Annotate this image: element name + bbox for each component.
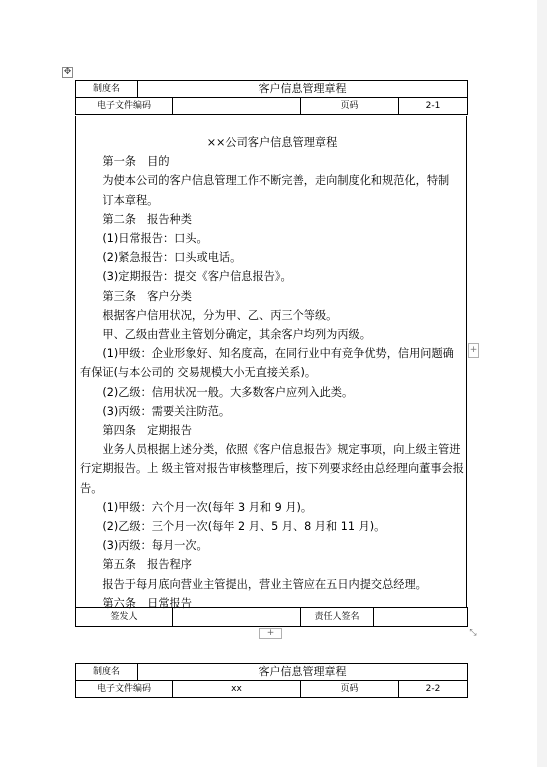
paragraph: 订本章程。 <box>102 193 159 207</box>
list-item: (1)甲级：企业形象好、知名度高，在同行业中有竞争优势，信用问题确有保证(与本公司的 交易规模大小无直接关系)。 <box>80 347 454 380</box>
paragraph: 甲、乙级由营业主管划分确定，其余客户均列为丙级。 <box>102 328 371 342</box>
regulation-body-cell[interactable] <box>75 116 467 610</box>
file-code-value[interactable] <box>173 98 301 115</box>
regulation-text <box>80 133 464 613</box>
system-name-value[interactable]: 客户信息管理章程 <box>138 81 468 98</box>
header-row-2 <box>76 98 468 115</box>
list-item: (2)乙级：三个月一次(每年 2 月、5 月、8 月和 11 月)。 <box>102 520 386 534</box>
table-resize-handle-icon[interactable]: ⤡ <box>469 628 477 638</box>
add-column-icon[interactable]: + <box>468 343 479 358</box>
page1-footer-table <box>75 607 468 627</box>
list-item: (1)日常报告：口头。 <box>102 232 208 246</box>
page1-header-table <box>75 80 468 115</box>
article-heading: 第四条 定期报告 <box>102 424 192 438</box>
article-heading: 第六条 日常报告 <box>102 596 192 610</box>
paragraph: 根据客户信用状况，分为甲、乙、丙三个等级。 <box>102 308 338 322</box>
paragraph: 为使本公司的客户信息管理工作不断完善，走向制度化和规范化，特制 <box>102 174 450 188</box>
system-name-label: 制度名 <box>76 664 138 681</box>
list-item: (3)丙级：需要关注防范。 <box>102 404 231 418</box>
document-heading: ××公司客户信息管理章程 <box>206 136 338 149</box>
add-row-icon[interactable]: + <box>259 628 282 639</box>
page-edge <box>537 0 547 767</box>
file-code-label: 电子文件编码 <box>76 681 173 698</box>
list-item: (3)定期报告：提交《客户信息报告》。 <box>102 270 292 284</box>
article-heading: 第五条 报告程序 <box>102 558 192 572</box>
list-item: (3)丙级：每月一次。 <box>102 539 208 553</box>
issuer-value[interactable] <box>173 608 301 627</box>
page2-header-table <box>75 663 468 698</box>
file-code-value[interactable]: xx <box>173 681 301 698</box>
issuer-label: 签发人 <box>76 608 173 627</box>
paragraph: 报告于每月底向营业主管提出，营业主管应在五日内提交总经理。 <box>102 577 427 591</box>
article-heading: 第一条 目的 <box>102 155 170 169</box>
responsible-signature-value[interactable] <box>374 608 468 627</box>
article-heading: 第三条 客户分类 <box>102 289 192 303</box>
table-move-handle-icon[interactable]: ✥ <box>63 67 72 77</box>
page-number-value[interactable]: 2-1 <box>399 98 468 115</box>
page-number-value[interactable]: 2-2 <box>399 681 468 698</box>
page-number-label: 页码 <box>301 98 399 115</box>
list-item: (2)乙级：信用状况一般。大多数客户应列入此类。 <box>102 385 354 399</box>
system-name-label: 制度名 <box>76 81 138 98</box>
header-row-2 <box>76 681 468 698</box>
responsible-signature-label: 责任人签名 <box>301 608 374 627</box>
system-name-value[interactable]: 客户信息管理章程 <box>138 664 468 681</box>
page-number-label: 页码 <box>301 681 399 698</box>
header-row-1 <box>76 81 468 98</box>
article-heading: 第二条 报告种类 <box>102 212 192 226</box>
file-code-label: 电子文件编码 <box>76 98 173 115</box>
list-item: (1)甲级：六个月一次(每年 3 月和 9 月)。 <box>102 500 313 514</box>
paragraph: 业务人员根据上述分类，依照《客户信息报告》规定事项，向上级主管进行定期报告。上 级主管对报告审核整理后，按下列要求经由总经理向董事会报告。 <box>80 443 464 495</box>
header-row-1 <box>76 664 468 681</box>
footer-row <box>76 608 468 627</box>
list-item: (2)紧急报告：口头或电话。 <box>102 251 242 265</box>
